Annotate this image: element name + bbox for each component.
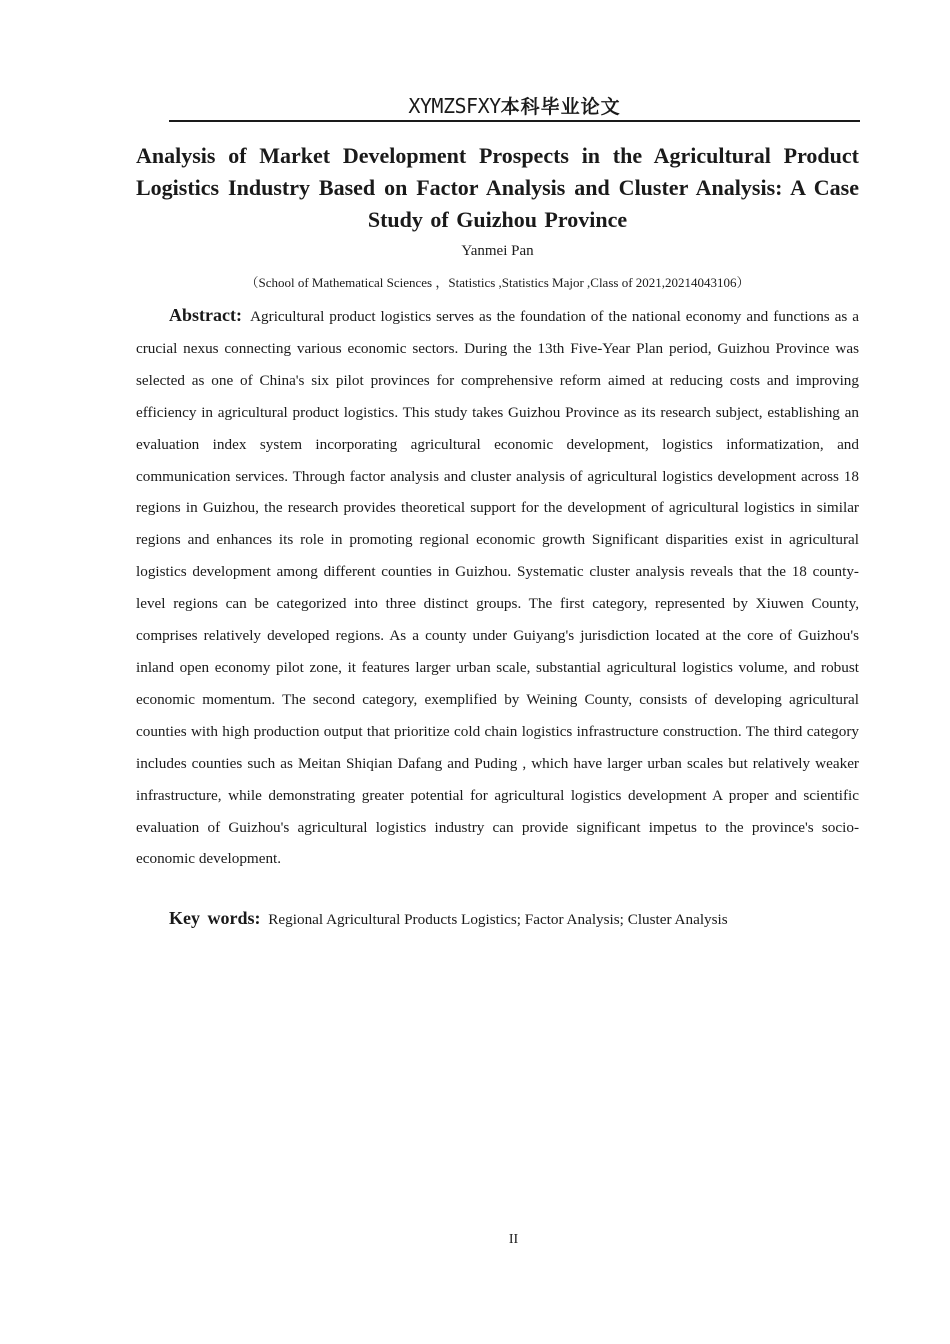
abstract-paragraph (136, 300, 859, 875)
keywords-paragraph (136, 904, 859, 934)
page-number: II (508, 1232, 519, 1247)
university-abbreviation: XYMZSFXY (408, 94, 501, 118)
keywords-text: Regional Agricultural Products Logistics; Factor Analysis; Cluster Analysis (268, 911, 728, 928)
running-header (169, 93, 860, 120)
thesis-type-label: 本科毕业论文 (500, 96, 621, 118)
keywords-label: Key words: (169, 908, 261, 928)
paper-title: Analysis of Market Development Prospects in the Agricultural Product Logistics Industry Based on Factor Analysis and Cluster Analysis: A Case Study of Guizhou Province (136, 143, 859, 232)
abstract-text: Agricultural product logistics serves as the foundation of the national economy and functions as a crucial nexus connecting various economic sectors. During the 13th Five-Year Plan period, Guizhou Province was selected as one of China's six pilot provinces for comprehensive reform aimed at reducing costs and improving efficiency in agricultural product logistics. This study takes Guizhou Province as its research subject, establishing an evaluation index system incorporating agricultural economic development, logistics informatization, and communication services. Through factor analysis and cluster analysis of agricultural logistics development across 18 regions in Guizhou, the research provides theoretical support for the development of agricultural logistics in similar regions and enhances its role in promoting regional economic growth Significant disparities exist in agricultural logistics development among different counties in Guizhou. Systematic cluster analysis reveals that the 18 county-level regions can be categorized into three distinct groups. The first category, represented by Xiuwen County, comprises relatively developed regions. As a county under Guiyang's jurisdiction located at the core of Guizhou's inland open economy pilot zone, it features larger urban scale, substantial agricultural logistics volume, and robust economic momentum. The second category, exemplified by Weining County, consists of developing agricultural counties with high production output that prioritize cold chain logistics infrastructure construction. The third category includes counties such as Meitan Shiqian Dafang and Puding , which have larger urban scales but relatively weaker infrastructure, while demonstrating greater potential for agricultural logistics development A proper and scientific evaluation of Guizhou's agricultural logistics industry can provide significant impetus to the province's socio-economic development. (136, 308, 859, 868)
abstract-label: Abstract: (169, 305, 242, 325)
author-affiliation: （School of Mathematical Sciences ，Statistics ,Statistics Major ,Class of 2021,20214043106） (245, 275, 750, 290)
header-rule (169, 120, 860, 122)
author-name: Yanmei Pan (461, 243, 534, 259)
